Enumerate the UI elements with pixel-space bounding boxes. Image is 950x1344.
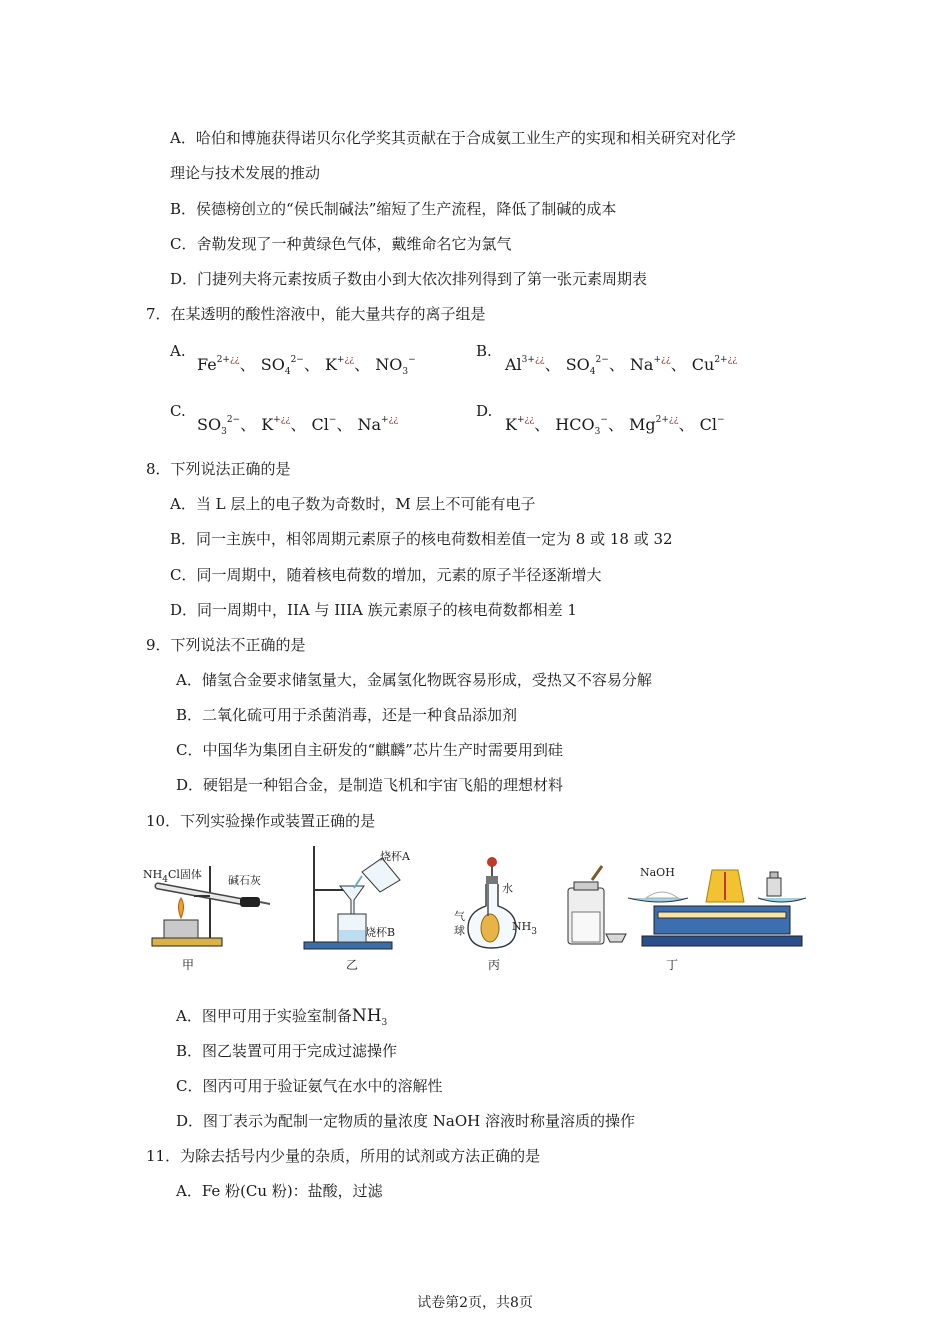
q7-option-d-label: D. (476, 402, 493, 420)
q9-stem: 9．下列说法不正确的是 (146, 636, 306, 654)
q6-option-b: B．侯德榜创立的“侯氏制碱法”缩短了生产流程，降低了制碱的成本 (170, 200, 617, 218)
figure-jia-label-nh4cl: $NH_4Cl$固体 (143, 868, 202, 885)
q8-option-d: D．同一周期中，IIA 与 IIIA 族元素原子的核电荷数都相差 1 (170, 601, 577, 619)
figure-jia-label-soda-lime: 碱石灰 (228, 874, 261, 887)
q9-option-a: A．储氢合金要求储氢量大，金属氢化物既容易形成，受热又不容易分解 (176, 671, 652, 689)
q10-option-b: B．图乙装置可用于完成过滤操作 (176, 1042, 398, 1060)
figure-yi-label-beaker-b: 烧杯B (365, 926, 396, 939)
figure-bing-drawing (452, 854, 542, 954)
q6-option-c: C．舍勒发现了一种黄绿色气体，戴维命名它为氯气 (170, 235, 512, 253)
page-footer: 试卷第2页，共8页 (417, 1295, 533, 1311)
q9-option-c: C．中国华为集团自主研发的“麒麟”芯片生产时需要用到硅 (176, 741, 563, 759)
q7-option-c-ions: $SO_3^{2-}$、 K+¿¿、 Cl−、 Na+¿¿ (197, 415, 399, 437)
q7-option-a-label: A. (170, 342, 186, 360)
figure-yi-label-beaker-a: 烧杯A (380, 850, 410, 863)
q8-stem: 8．下列说法正确的是 (146, 460, 291, 478)
q7-option-a-ions: $Fe^{2+¿¿}$、 $SO_4^{2-}$、 K+¿¿、 $NO_3^-$ (197, 355, 416, 377)
q7-stem: 7．在某透明的酸性溶液中，能大量共存的离子组是 (146, 305, 486, 323)
q6-option-d: D．门捷列夫将元素按质子数由小到大依次排列得到了第一张元素周期表 (170, 270, 648, 288)
q10-option-a: A．图甲可用于实验室制备$NH_3$ (176, 1006, 388, 1028)
q8-option-c: C．同一周期中，随着核电荷数的增加，元素的原子半径逐渐增大 (170, 566, 602, 584)
q8-option-b: B．同一主族中，相邻周期元素原子的核电荷数相差值一定为 8 或 18 或 32 (170, 530, 673, 548)
q10-option-c: C．图丙可用于验证氨气在水中的溶解性 (176, 1077, 443, 1095)
q6-option-a-line1: A．哈伯和博施获得诺贝尔化学奖其贡献在于合成氨工业生产的实现和相关研究对化学 (170, 129, 736, 147)
figure-ding-label-naoh: NaOH (640, 866, 675, 879)
q8-option-a: A．当 L 层上的电子数为奇数时，M 层上不可能有电子 (170, 495, 536, 513)
q10-option-d: D．图丁表示为配制一定物质的量浓度 NaOH 溶液时称量溶质的操作 (176, 1112, 636, 1130)
q11-option-a: A．Fe 粉(Cu 粉)：盐酸，过滤 (176, 1182, 383, 1200)
q7-option-d-ions: K+¿¿、 $HCO_3^-$、 $Mg^{2+¿¿}$、 Cl− (505, 415, 725, 437)
figure-bing-caption: 丙 (488, 958, 501, 972)
q6-option-a-line2: 理论与技术发展的推动 (170, 164, 321, 182)
q9-option-b: B．二氧化硫可用于杀菌消毒，还是一种食品添加剂 (176, 706, 518, 724)
figure-bing-label-water: 水 (502, 882, 513, 895)
q7-option-c-label: C. (170, 402, 186, 420)
q9-option-d: D．硬铝是一种铝合金，是制造飞机和宇宙飞船的理想材料 (176, 776, 564, 794)
figure-ding-caption: 丁 (666, 958, 679, 972)
q10-stem: 10．下列实验操作或装置正确的是 (146, 812, 376, 830)
figure-bing (452, 854, 542, 954)
figure-bing-label-balloon-1: 气 (454, 910, 465, 923)
figure-bing-label-nh3: $NH_3$ (512, 920, 537, 937)
figure-jia-caption: 甲 (182, 958, 195, 972)
q11-stem: 11．为除去括号内少量的杂质，所用的试剂或方法正确的是 (146, 1147, 541, 1165)
figure-ding (562, 862, 808, 954)
figure-ding-drawing (562, 862, 808, 954)
q7-option-b-label: B. (476, 342, 492, 360)
q7-option-b-ions: $Al^{3+¿¿}$、 $SO_4^{2-}$、 Na+¿¿、 $Cu^{2+¿¿}$ (505, 355, 738, 377)
figure-yi-caption: 乙 (346, 958, 359, 972)
figure-bing-label-balloon-2: 球 (454, 924, 465, 937)
